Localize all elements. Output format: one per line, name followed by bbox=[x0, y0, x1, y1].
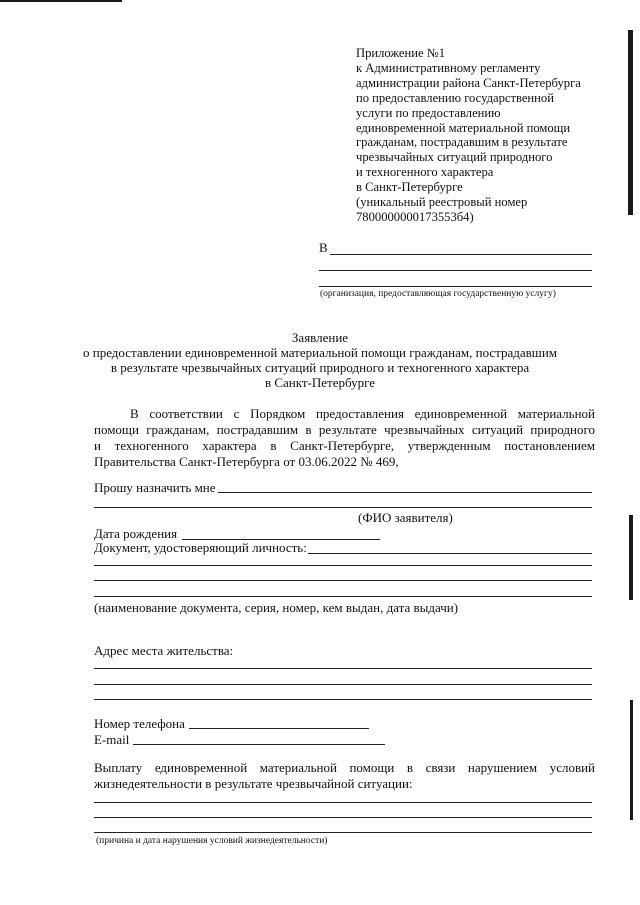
id-doc-label: Документ, удостоверяющий личность: bbox=[94, 540, 307, 555]
intro-line: В соответствии с Порядком предоставления единовременной материальной bbox=[130, 406, 595, 421]
fio-caption: (ФИО заявителя) bbox=[358, 510, 453, 525]
id-doc-field-line-4[interactable] bbox=[94, 596, 592, 597]
address-label: Адрес места жительства: bbox=[94, 643, 234, 658]
annex-line: в Санкт-Петербурге bbox=[356, 180, 463, 195]
payment-line: Выплату единовременной материальной помощи в связи нарушением условий bbox=[94, 760, 595, 775]
reason-caption: (причина и дата нарушения условий жизнедеятельности) bbox=[96, 836, 328, 846]
scan-edge-mark bbox=[629, 515, 633, 600]
address-field[interactable] bbox=[94, 668, 592, 669]
fio-field[interactable] bbox=[218, 492, 592, 493]
email-field[interactable] bbox=[133, 744, 385, 745]
annex-line: к Административному регламенту bbox=[356, 60, 541, 75]
request-label: Прошу назначить мне bbox=[94, 480, 216, 495]
phone-field[interactable] bbox=[189, 728, 369, 729]
intro-line: Правительства Санкт-Петербурга от 03.06.2022 № 469, bbox=[94, 454, 399, 469]
fio-field-line-2[interactable] bbox=[94, 507, 592, 508]
annex-line: по предоставлению государственной bbox=[356, 90, 554, 105]
reason-field-line-2[interactable] bbox=[94, 817, 592, 818]
scan-edge-mark bbox=[628, 30, 633, 215]
id-doc-caption: (наименование документа, серия, номер, кем выдан, дата выдачи) bbox=[94, 600, 459, 615]
annex-line: и техногенного характера bbox=[356, 165, 494, 180]
recipient-field-line-3[interactable] bbox=[319, 286, 592, 287]
address-field-line-3[interactable] bbox=[94, 699, 592, 700]
title-line: в результате чрезвычайных ситуаций природного и техногенного характера bbox=[110, 360, 530, 375]
reason-field[interactable] bbox=[94, 802, 592, 803]
scan-edge-mark bbox=[0, 0, 122, 2]
recipient-prefix: В bbox=[319, 240, 328, 255]
recipient-field-line-2[interactable] bbox=[319, 270, 592, 271]
recipient-field[interactable] bbox=[330, 254, 592, 255]
address-field-line-2[interactable] bbox=[94, 684, 592, 685]
email-label: E-mail bbox=[94, 732, 130, 747]
annex-line: (уникальный реестровый номер bbox=[356, 195, 528, 210]
document-title: Заявление bbox=[291, 330, 349, 345]
title-line: о предоставлении единовременной материальной помощи гражданам, пострадавшим bbox=[82, 345, 558, 360]
phone-label: Номер телефона bbox=[94, 716, 185, 731]
annex-line: единовременной материальной помощи bbox=[356, 120, 571, 135]
intro-line: и техногенного характера в Санкт-Петербурге, утвержденным постановлением bbox=[94, 438, 595, 453]
reason-field-line-3[interactable] bbox=[94, 832, 592, 833]
annex-line: Приложение №1 bbox=[356, 46, 446, 60]
annex-line: 7800000000173553б4) bbox=[356, 209, 474, 224]
scan-edge-mark bbox=[630, 700, 633, 820]
annex-line: администрации района Санкт-Петербурга bbox=[356, 75, 581, 90]
annex-block bbox=[356, 46, 626, 225]
id-doc-field-line-3[interactable] bbox=[94, 580, 592, 581]
annex-line: чрезвычайных ситуаций природного bbox=[356, 150, 553, 165]
recipient-caption: (организация, предоставляющая государственную услугу) bbox=[320, 289, 556, 299]
annex-line: услуги по предоставлению bbox=[356, 105, 501, 120]
payment-line: жизнедеятельности в результате чрезвычайной ситуации: bbox=[94, 776, 413, 791]
intro-line: помощи гражданам, пострадавшим в результате чрезвычайных ситуаций природного bbox=[94, 422, 595, 437]
title-line: в Санкт-Петербурге bbox=[264, 375, 376, 390]
birthdate-label: Дата рождения bbox=[94, 526, 178, 541]
annex-line: гражданам, пострадавшим в результате bbox=[356, 135, 568, 150]
id-doc-field[interactable] bbox=[308, 553, 592, 554]
id-doc-field-line-2[interactable] bbox=[94, 565, 592, 566]
